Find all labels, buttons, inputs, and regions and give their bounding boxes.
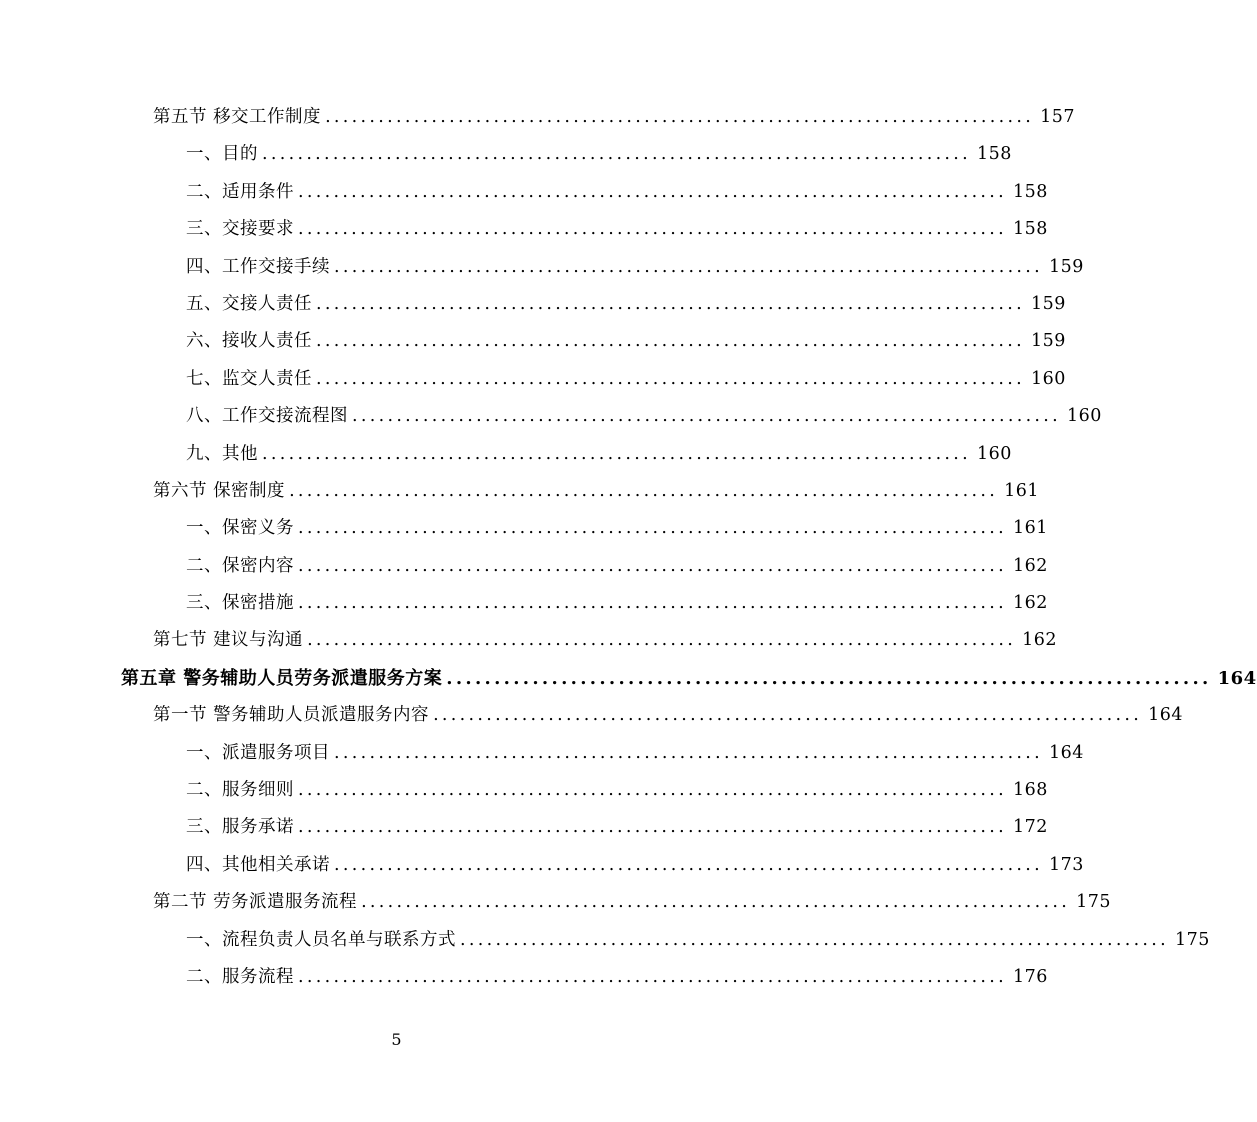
toc-entry-title: 三、服务承诺 <box>186 817 294 838</box>
toc-entry-title: 八、工作交接流程图 <box>186 406 348 427</box>
toc-entry <box>0 809 1048 846</box>
toc-dot-leader: ................................................................................ <box>262 443 972 464</box>
toc-entry <box>0 361 1066 398</box>
toc-entry-page: 175 <box>1076 892 1111 913</box>
toc-entry <box>0 286 1066 323</box>
toc-entry <box>0 99 1075 136</box>
toc-dot-leader: ................................................................................ <box>298 181 1008 202</box>
toc-dot-leader: ................................................................................ <box>446 667 1212 689</box>
toc-dot-leader: ................................................................................ <box>361 892 1071 913</box>
toc-entry <box>0 136 1012 173</box>
toc-dot-leader: ................................................................................ <box>298 817 1008 838</box>
toc-entry <box>0 548 1048 585</box>
page-number: 5 <box>391 1030 402 1049</box>
toc-entry-page: 162 <box>1022 630 1057 651</box>
toc-entry <box>0 211 1048 248</box>
toc-dot-leader: ................................................................................ <box>289 480 999 501</box>
toc-entry <box>0 622 1057 659</box>
toc-entry-title: 一、派遣服务项目 <box>186 742 330 763</box>
toc-dot-leader: ................................................................................ <box>325 107 1035 127</box>
toc-entry-page: 160 <box>977 443 1012 464</box>
toc-dot-leader: ................................................................................ <box>316 293 1026 314</box>
toc-dot-leader: ................................................................................ <box>316 368 1026 389</box>
toc-dot-leader: ................................................................................ <box>298 518 1008 539</box>
toc-entry-page: 164 <box>1049 742 1084 763</box>
toc-dot-leader: ................................................................................ <box>298 219 1008 240</box>
toc-entry-page: 158 <box>1013 219 1048 240</box>
toc-entry-title: 一、流程负责人员名单与联系方式 <box>186 929 456 950</box>
toc-dot-leader: ................................................................................ <box>298 966 1008 987</box>
toc-entry-title: 第一节 警务辅助人员派遣服务内容 <box>153 705 430 726</box>
toc-entry-title: 一、目的 <box>186 144 258 165</box>
toc-entry-page: 160 <box>1067 406 1102 427</box>
toc-entry <box>0 772 1048 809</box>
toc-entry-title: 第二节 劳务派遣服务流程 <box>153 892 358 913</box>
toc-dot-leader: ................................................................................ <box>298 593 1008 614</box>
toc-entry <box>0 735 1084 772</box>
toc-entry-title: 第五章 警务辅助人员劳务派遣服务方案 <box>121 667 443 689</box>
toc-entry-title: 七、监交人责任 <box>186 368 312 389</box>
toc-entry-title: 二、适用条件 <box>186 181 294 202</box>
toc-entry <box>0 473 1039 510</box>
toc-entry <box>0 510 1048 547</box>
toc-dot-leader: ................................................................................ <box>262 144 972 165</box>
toc-entry <box>0 847 1084 884</box>
toc-entry-title: 六、接收人责任 <box>186 331 312 352</box>
toc-entry-page: 159 <box>1031 293 1066 314</box>
toc-entry-page: 173 <box>1049 854 1084 875</box>
toc-entry-page: 162 <box>1013 555 1048 576</box>
toc-entry-page: 160 <box>1031 368 1066 389</box>
toc-entry-page: 172 <box>1013 817 1048 838</box>
toc-entry-title: 第六节 保密制度 <box>153 480 286 501</box>
table-of-contents <box>0 99 1257 996</box>
toc-entry-title: 二、服务细则 <box>186 780 294 801</box>
toc-entry-page: 161 <box>1004 480 1039 501</box>
toc-entry-title: 三、保密措施 <box>186 593 294 614</box>
toc-entry-page: 161 <box>1013 518 1048 539</box>
toc-dot-leader: ................................................................................ <box>334 854 1044 875</box>
toc-entry-title: 第五节 移交工作制度 <box>153 107 322 127</box>
toc-entry <box>0 585 1048 622</box>
toc-dot-leader: ................................................................................ <box>433 705 1143 726</box>
toc-entry-page: 158 <box>977 144 1012 165</box>
toc-dot-leader: ................................................................................ <box>298 555 1008 576</box>
toc-entry <box>0 249 1084 286</box>
toc-dot-leader: ................................................................................ <box>316 331 1026 352</box>
toc-entry-title: 九、其他 <box>186 443 258 464</box>
toc-entry <box>0 884 1111 921</box>
toc-entry-title: 四、其他相关承诺 <box>186 854 330 875</box>
toc-entry-page: 162 <box>1013 593 1048 614</box>
toc-entry-page: 157 <box>1040 107 1075 127</box>
toc-entry <box>0 660 1257 697</box>
toc-entry-title: 二、保密内容 <box>186 555 294 576</box>
toc-entry-page: 164 <box>1148 705 1183 726</box>
toc-entry-page: 168 <box>1013 780 1048 801</box>
toc-entry <box>0 323 1066 360</box>
toc-entry-title: 第七节 建议与沟通 <box>153 630 304 651</box>
toc-dot-leader: ................................................................................ <box>460 929 1170 950</box>
toc-entry-title: 五、交接人责任 <box>186 293 312 314</box>
toc-entry-page: 159 <box>1049 256 1084 277</box>
toc-dot-leader: ................................................................................ <box>352 406 1062 427</box>
toc-entry-page: 175 <box>1175 929 1210 950</box>
toc-entry-title: 二、服务流程 <box>186 966 294 987</box>
toc-entry <box>0 174 1048 211</box>
toc-entry-title: 三、交接要求 <box>186 219 294 240</box>
toc-entry-page: 176 <box>1013 966 1048 987</box>
toc-dot-leader: ................................................................................ <box>334 256 1044 277</box>
toc-entry-page: 159 <box>1031 331 1066 352</box>
toc-entry <box>0 697 1183 734</box>
toc-dot-leader: ................................................................................ <box>334 742 1044 763</box>
toc-entry-page: 158 <box>1013 181 1048 202</box>
toc-entry <box>0 922 1210 959</box>
toc-entry-title: 一、保密义务 <box>186 518 294 539</box>
toc-entry-page: 164 <box>1217 667 1257 689</box>
toc-entry <box>0 398 1102 435</box>
toc-entry <box>0 436 1012 473</box>
toc-entry <box>0 959 1048 996</box>
toc-dot-leader: ................................................................................ <box>307 630 1017 651</box>
toc-dot-leader: ................................................................................ <box>298 780 1008 801</box>
toc-entry-title: 四、工作交接手续 <box>186 256 330 277</box>
